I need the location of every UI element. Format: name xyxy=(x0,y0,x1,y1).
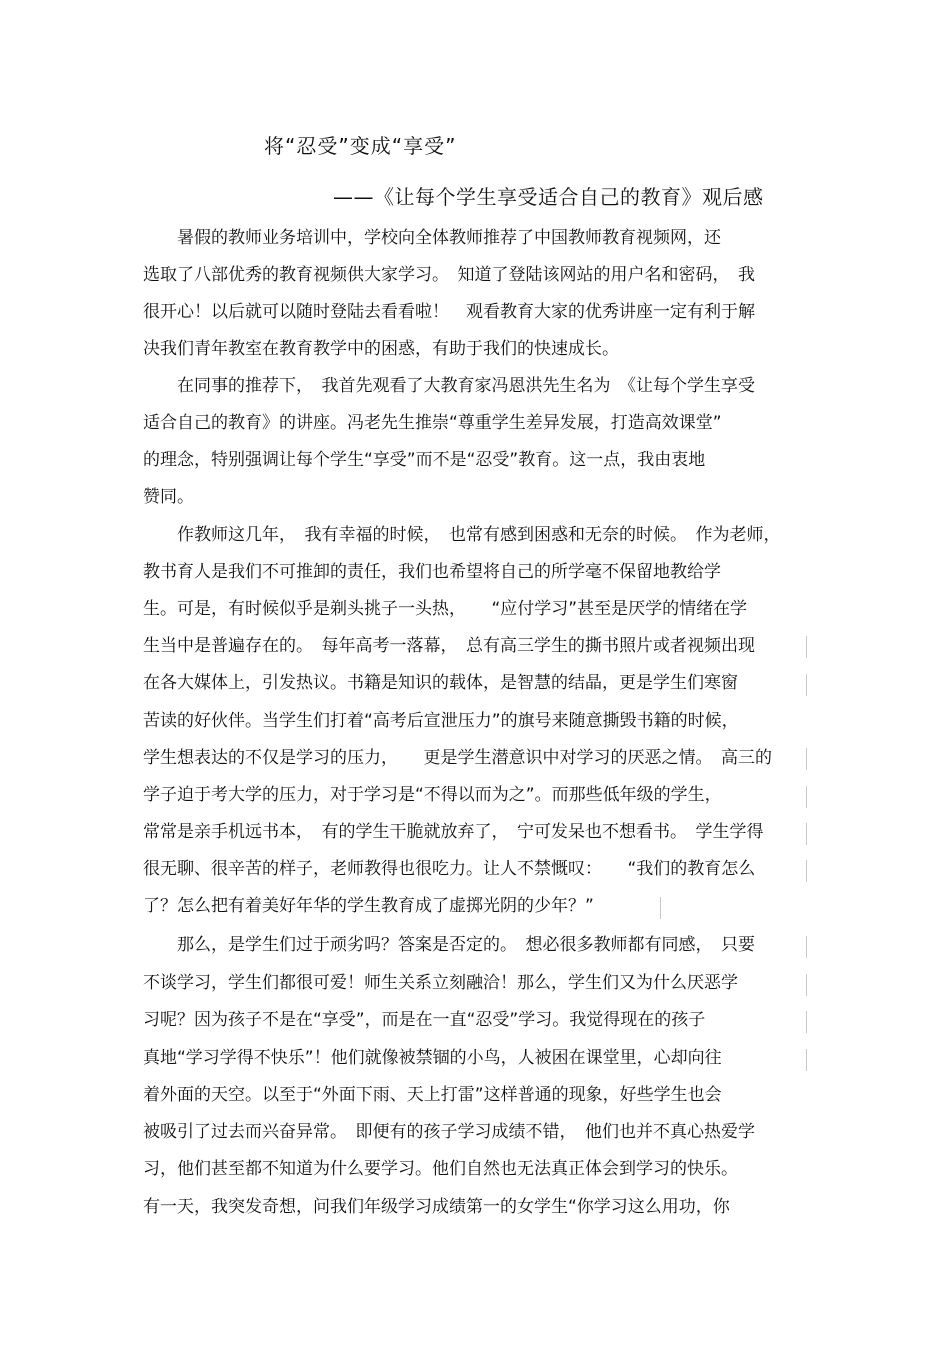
body-line-22: 习呢？因为孩子不是在“享受”，而是在一直“忍受”学习。我觉得现在的孩子 xyxy=(143,1010,706,1030)
body-line-5: 在同事的推荐下， 我首先观看了大教育家冯恩洪先生名为 《让每个学生享受 xyxy=(143,376,755,396)
body-line-21: 不谈学习，学生们都很可爱！师生关系立刻融洽！那么，学生们又为什么厌恶学 xyxy=(143,973,738,993)
body-line-15: 学生想表达的不仅是学习的压力， 更是学生潜意识中对学习的厌恶之情。 高三的 xyxy=(143,748,772,768)
body-line-1: 暑假的教师业务培训中，学校向全体教师推荐了中国教师教育视频网，还 xyxy=(143,228,721,248)
scan-artifact-bar xyxy=(806,674,807,696)
body-line-27: 有一天，我突发奇想，问我们年级学习成绩第一的女学生“你学习这么用功，你 xyxy=(143,1197,730,1217)
document-subtitle: ——《让每个学生享受适合自己的教育》观后感 xyxy=(333,185,764,209)
body-line-10: 教书育人是我们不可推卸的责任，我们也希望将自己的所学毫不保留地教给学 xyxy=(143,562,721,582)
body-line-11: 生。可是，有时候似乎是剃头挑子一头热， “应付学习”甚至是厌学的情绪在学 xyxy=(143,599,748,619)
body-line-2: 选取了八部优秀的教育视频供大家学习。 知道了登陆该网站的用户名和密码， 我 xyxy=(143,265,755,285)
body-line-26: 习，他们甚至都不知道为什么要学习。他们自然也无法真正体会到学习的快乐。 xyxy=(143,1159,738,1179)
body-line-8: 赞同。 xyxy=(143,487,194,507)
body-line-16: 学子迫于考大学的压力，对于学习是“不得以而为之”。而那些低年级的学生， xyxy=(143,785,722,805)
body-line-19: 了？怎么把有着美好年华的学生教育成了虚掷光阴的少年？” xyxy=(143,896,594,916)
body-line-14: 苦读的好伙伴。当学生们打着“高考后宣泄压力”的旗号来随意撕毁书籍的时候， xyxy=(143,711,739,731)
body-line-23: 真地“学习学得不快乐”！他们就像被禁锢的小鸟，人被困在课堂里，心却向往 xyxy=(143,1048,722,1068)
body-line-3: 很开心！以后就可以随时登陆去看看啦！ 观看教育大家的优秀讲座一定有利于解 xyxy=(143,302,755,322)
document-title: 将“忍受”变成“享受” xyxy=(264,134,457,158)
body-line-20: 那么，是学生们过于顽劣吗？答案是否定的。 想必很多教师都有同感， 只要 xyxy=(143,935,755,955)
body-line-4: 决我们青年教室在教育教学中的困惑，有助于我们的快速成长。 xyxy=(143,339,619,359)
body-line-18: 很无聊、很辛苦的样子，老师教得也很吃力。让人不禁慨叹： “我们的教育怎么 xyxy=(143,859,756,879)
scan-artifact-bar xyxy=(806,786,807,808)
scan-artifact-bar xyxy=(806,1049,807,1071)
scan-artifact-bar xyxy=(806,860,807,882)
scan-artifact-bar xyxy=(660,897,661,919)
scan-artifact-bar xyxy=(806,636,807,658)
body-line-9: 作教师这几年， 我有幸福的时候， 也常有感到困惑和无奈的时候。 作为老师， xyxy=(143,525,781,545)
body-line-13: 在各大媒体上，引发热议。书籍是知识的载体，是智慧的结晶，更是学生们寒窗 xyxy=(143,673,738,693)
body-line-12: 生当中是普遍存在的。 每年高考一落幕， 总有高三学生的撕书照片或者视频出现 xyxy=(143,636,755,656)
scan-artifact-bar xyxy=(806,936,807,958)
scan-artifact-bar xyxy=(806,748,807,770)
scan-artifact-bar xyxy=(806,823,807,845)
body-line-7: 的理念，特别强调让每个学生“享受”而不是“忍受”教育。这一点，我由衷地 xyxy=(143,450,706,470)
scan-artifact-bar xyxy=(806,1011,807,1033)
scan-artifact-bar xyxy=(806,974,807,996)
body-line-6: 适合自己的教育》的讲座。冯老先生推崇“尊重学生差异发展，打造高效课堂” xyxy=(143,413,722,433)
body-line-24: 着外面的天空。以至于“外面下雨、天上打雷”这样普通的现象，好些学生也会 xyxy=(143,1085,722,1105)
body-line-17: 常常是亲手机远书本， 有的学生干脆就放弃了， 宁可发呆也不想看书。 学生学得 xyxy=(143,822,764,842)
body-line-25: 被吸引了过去而兴奋异常。 即便有的孩子学习成绩不错， 他们也并不真心热爱学 xyxy=(143,1122,755,1142)
